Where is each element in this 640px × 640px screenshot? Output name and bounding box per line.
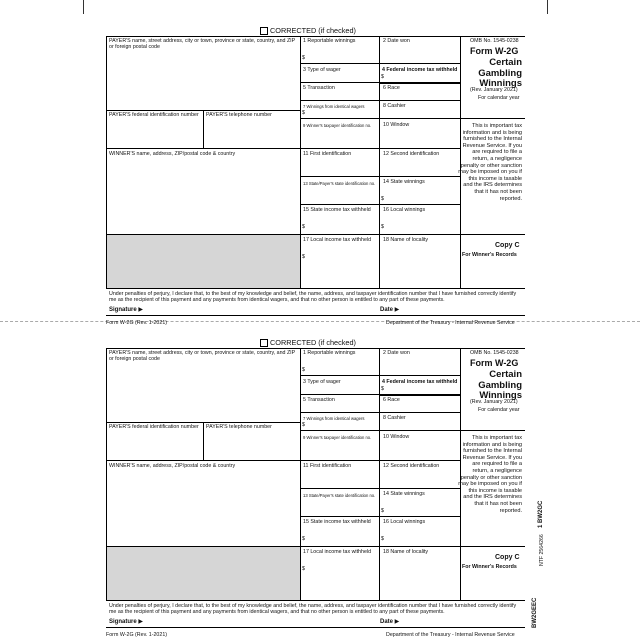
box15-dollar: $ bbox=[302, 224, 305, 230]
date-label: Date ▶ bbox=[380, 307, 400, 313]
winner-name-label: WINNER'S name, address, ZIP/postal code & country bbox=[109, 463, 236, 469]
box5-label: 5 Transaction bbox=[303, 85, 335, 91]
omb-number: OMB No. 1545-0238 bbox=[470, 38, 519, 44]
side-code-primary: BW2GEEC bbox=[532, 597, 538, 628]
footer-dept: Department of the Treasury - Internal Revenue Service bbox=[386, 632, 515, 638]
payer-fid-label: PAYER'S federal identification number bbox=[109, 424, 199, 430]
box13-label: 13 State/Payer's state identification no. bbox=[303, 493, 376, 498]
box3-label: 3 Type of wager bbox=[303, 67, 341, 73]
form-name: Form W-2G bbox=[470, 46, 519, 56]
box2-label: 2 Date won bbox=[383, 38, 410, 44]
calendar-year: For calendar year bbox=[478, 95, 520, 101]
box18-label: 18 Name of locality bbox=[383, 549, 429, 555]
box4-label: 4 Federal income tax withheld bbox=[382, 379, 458, 385]
box2-label: 2 Date won bbox=[383, 350, 410, 356]
revision-date: (Rev. January 2021) bbox=[470, 399, 518, 405]
payer-name-label: PAYER'S name, street address, city or town, province or state, country, and ZIP or foreign postal code bbox=[109, 350, 296, 363]
payer-name-label: PAYER'S name, street address, city or town, province or state, country, and ZIP or foreign postal code bbox=[109, 38, 296, 51]
box7-label: 7 Winnings from identical wagers bbox=[303, 104, 365, 109]
footer-form: Form W-2G (Rev. 1-2021) bbox=[106, 320, 168, 326]
corrected-checkbox[interactable] bbox=[260, 339, 268, 347]
corrected-label: CORRECTED (if checked) bbox=[270, 26, 356, 35]
box17-label: 17 Local income tax withheld bbox=[303, 237, 372, 243]
box4-dollar: $ bbox=[381, 386, 384, 392]
box7-dollar: $ bbox=[302, 422, 305, 428]
box14-label: 14 State winnings bbox=[383, 179, 425, 185]
perforation-line bbox=[0, 321, 640, 322]
footer-dept: Department of the Treasury - Internal Revenue Service bbox=[386, 320, 515, 326]
box9-label: 9 Winner's taxpayer identification no. bbox=[303, 435, 372, 440]
box15-label: 15 State income tax withheld bbox=[303, 519, 371, 525]
box6-label: 6 Race bbox=[383, 85, 400, 91]
shaded-area bbox=[107, 235, 300, 288]
side-code-secondary: NTF 2564266 bbox=[539, 534, 545, 566]
box17-label: 17 Local income tax withheld bbox=[303, 549, 372, 555]
box7-dollar: $ bbox=[302, 110, 305, 116]
box5-label: 5 Transaction bbox=[303, 397, 335, 403]
box11-label: 11 First identification bbox=[303, 151, 352, 157]
box10-label: 10 Window bbox=[383, 122, 410, 128]
box16-label: 16 Local winnings bbox=[383, 207, 426, 213]
perjury-statement: Under penalties of perjury, I declare that, to the best of my knowledge and belief, the name, address, and taxpayer identification number that I have furnished correctly identify me as the recipient of this payment and any payments from identical wagers, and that no other person is entitled to any part of these payments. bbox=[109, 603, 517, 616]
box16-dollar: $ bbox=[381, 224, 384, 230]
calendar-year: For calendar year bbox=[478, 407, 520, 413]
crop-mark-left bbox=[83, 0, 84, 14]
box14-label: 14 State winnings bbox=[383, 491, 425, 497]
box4-label: 4 Federal income tax withheld bbox=[382, 67, 458, 73]
copy-sublabel: For Winner's Records bbox=[462, 564, 517, 570]
winner-name-label: WINNER'S name, address, ZIP/postal code & country bbox=[109, 151, 236, 157]
box12-label: 12 Second identification bbox=[383, 151, 440, 157]
box17-dollar: $ bbox=[302, 566, 305, 572]
box3-label: 3 Type of wager bbox=[303, 379, 341, 385]
form-name: Form W-2G bbox=[470, 358, 519, 368]
box13-label: 13 State/Payer's state identification no. bbox=[303, 181, 376, 186]
payer-fid-label: PAYER'S federal identification number bbox=[109, 112, 199, 118]
w2g-form-copy-top bbox=[106, 24, 525, 326]
corrected-label: CORRECTED (if checked) bbox=[270, 338, 356, 347]
box7-label: 7 Winnings from identical wagers bbox=[303, 416, 365, 421]
revision-date: (Rev. January 2021) bbox=[470, 87, 518, 93]
box8-label: 8 Cashier bbox=[383, 103, 406, 109]
box11-label: 11 First identification bbox=[303, 463, 352, 469]
payer-phone-label: PAYER'S telephone number bbox=[206, 112, 272, 118]
box9-label: 9 Winner's taxpayer identification no. bbox=[303, 123, 372, 128]
copy-label: Copy C bbox=[495, 242, 520, 249]
box1-dollar: $ bbox=[302, 367, 305, 373]
box14-dollar: $ bbox=[381, 508, 384, 514]
box16-label: 16 Local winnings bbox=[383, 519, 426, 525]
footer-form: Form W-2G (Rev. 1-2021) bbox=[106, 632, 168, 638]
notice-text: This is important tax information and is being furnished to the Internal Revenue Service. If you are required to file a return, a negligence penalty or other sanction may be imposed on you if this income is taxable and the IRS determines that it has not been reported. bbox=[458, 435, 522, 514]
form-title: Certain Gambling Winnings bbox=[478, 369, 522, 401]
box8-label: 8 Cashier bbox=[383, 415, 406, 421]
perjury-statement: Under penalties of perjury, I declare that, to the best of my knowledge and belief, the name, address, and taxpayer identification number that I have furnished correctly identify me as the recipient of this payment and any payments from identical wagers, and that no other person is entitled to any part of these payments. bbox=[109, 291, 517, 304]
w2g-form-copy-bottom bbox=[106, 336, 525, 638]
copy-sublabel: For Winner's Records bbox=[462, 252, 517, 258]
signature-label: Signature ▶ bbox=[109, 619, 143, 625]
box14-dollar: $ bbox=[381, 196, 384, 202]
payer-phone-label: PAYER'S telephone number bbox=[206, 424, 272, 430]
corrected-checkbox[interactable] bbox=[260, 27, 268, 35]
crop-mark-right bbox=[547, 0, 548, 14]
side-code-tertiary: 1 BW2GC bbox=[538, 500, 544, 528]
omb-number: OMB No. 1545-0238 bbox=[470, 350, 519, 356]
shaded-area bbox=[107, 547, 300, 600]
notice-text: This is important tax information and is being furnished to the Internal Revenue Service. If you are required to file a return, a negligence penalty or other sanction may be imposed on you if this income is taxable and the IRS determines that it has not been reported. bbox=[458, 123, 522, 202]
box12-label: 12 Second identification bbox=[383, 463, 440, 469]
box1-label: 1 Reportable winnings bbox=[303, 350, 356, 356]
box18-label: 18 Name of locality bbox=[383, 237, 429, 243]
signature-label: Signature ▶ bbox=[109, 307, 143, 313]
date-label: Date ▶ bbox=[380, 619, 400, 625]
box15-label: 15 State income tax withheld bbox=[303, 207, 371, 213]
box6-label: 6 Race bbox=[383, 397, 400, 403]
box1-dollar: $ bbox=[302, 55, 305, 61]
box16-dollar: $ bbox=[381, 536, 384, 542]
box1-label: 1 Reportable winnings bbox=[303, 38, 356, 44]
box17-dollar: $ bbox=[302, 254, 305, 260]
copy-label: Copy C bbox=[495, 554, 520, 561]
form-title: Certain Gambling Winnings bbox=[478, 57, 522, 89]
box10-label: 10 Window bbox=[383, 434, 410, 440]
box4-dollar: $ bbox=[381, 74, 384, 80]
box15-dollar: $ bbox=[302, 536, 305, 542]
